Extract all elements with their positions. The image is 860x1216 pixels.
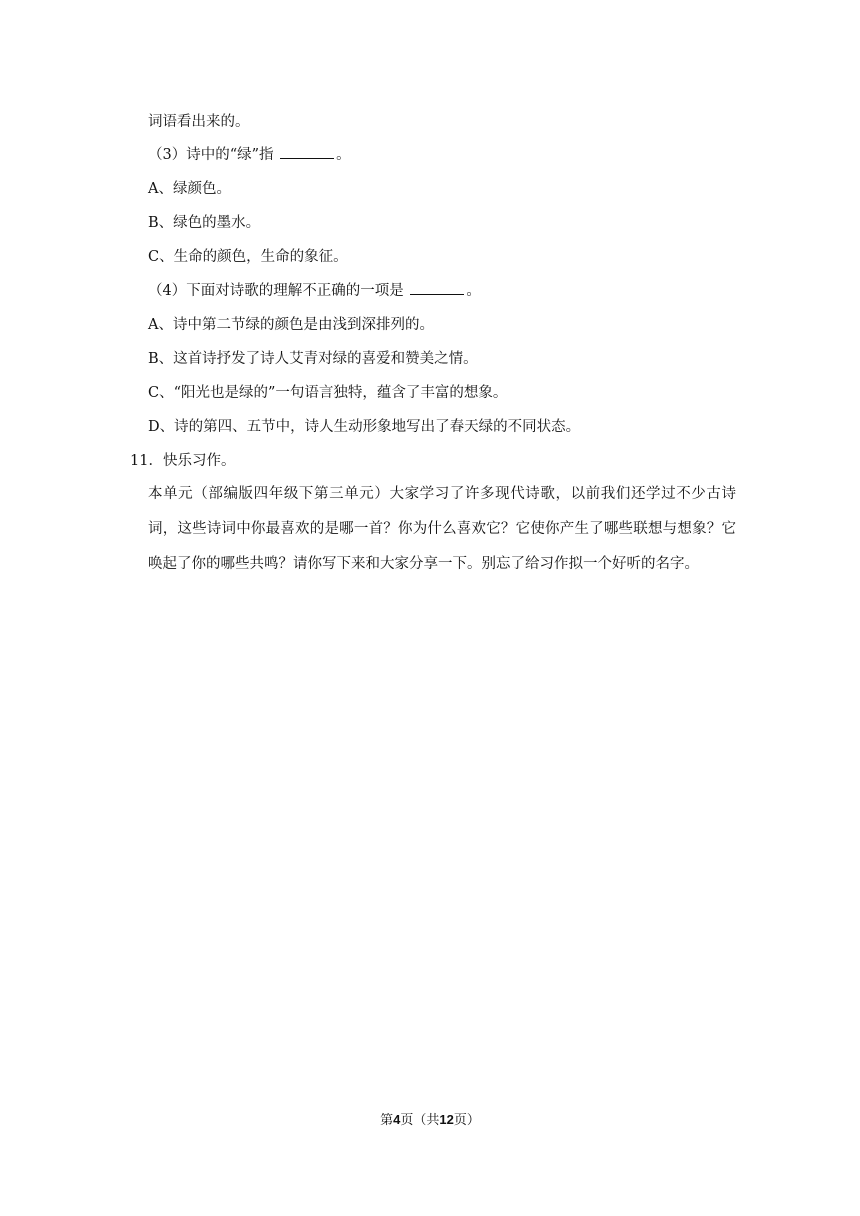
question-4-stem [148, 281, 481, 301]
question-3-suffix: 。 [336, 147, 351, 163]
question-4-suffix: 。 [466, 283, 481, 299]
page-number: 4 [393, 1112, 401, 1127]
footer-suffix: 页） [453, 1113, 480, 1128]
option-b: B、这首诗抒发了诗人艾青对绿的喜爱和赞美之情。 [148, 351, 478, 367]
option-c: C、生命的颜色，生命的象征。 [148, 249, 348, 265]
question-3-stem [148, 145, 351, 165]
page-total: 12 [439, 1112, 454, 1127]
option-b: B、绿色的墨水。 [148, 215, 261, 231]
answer-blank [280, 145, 334, 159]
question-11-title: 11．快乐习作。 [130, 453, 236, 469]
option-c: C、“阳光也是绿的”一句语言独特，蕴含了丰富的想象。 [148, 385, 508, 401]
option-a: A、诗中第二节绿的颜色是由浅到深排列的。 [148, 317, 434, 333]
footer-prefix: 第 [380, 1113, 394, 1128]
question-3-text: （3）诗中的“绿”指 [148, 147, 274, 163]
answer-blank [410, 281, 464, 295]
option-a: A、绿颜色。 [148, 181, 231, 197]
question-4-text: （4）下面对诗歌的理解不正确的一项是 [148, 283, 404, 299]
page-footer [0, 1111, 860, 1130]
question-11-body: 本单元（部编版四年级下第三单元）大家学习了许多现代诗歌，以前我们还学过不少古诗词，这些诗词中你最喜欢的是哪一首？你为什么喜欢它？它使你产生了哪些联想与想象？它唤起了你的哪些共鸣？请你写下来和大家分享一下。别忘了给习作拟一个好听的名字。 [148, 486, 736, 572]
text-line: 词语看出来的。 [148, 114, 250, 130]
footer-middle: 页（共 [400, 1113, 440, 1128]
option-d: D、诗的第四、五节中，诗人生动形象地写出了春天绿的不同状态。 [148, 419, 581, 435]
